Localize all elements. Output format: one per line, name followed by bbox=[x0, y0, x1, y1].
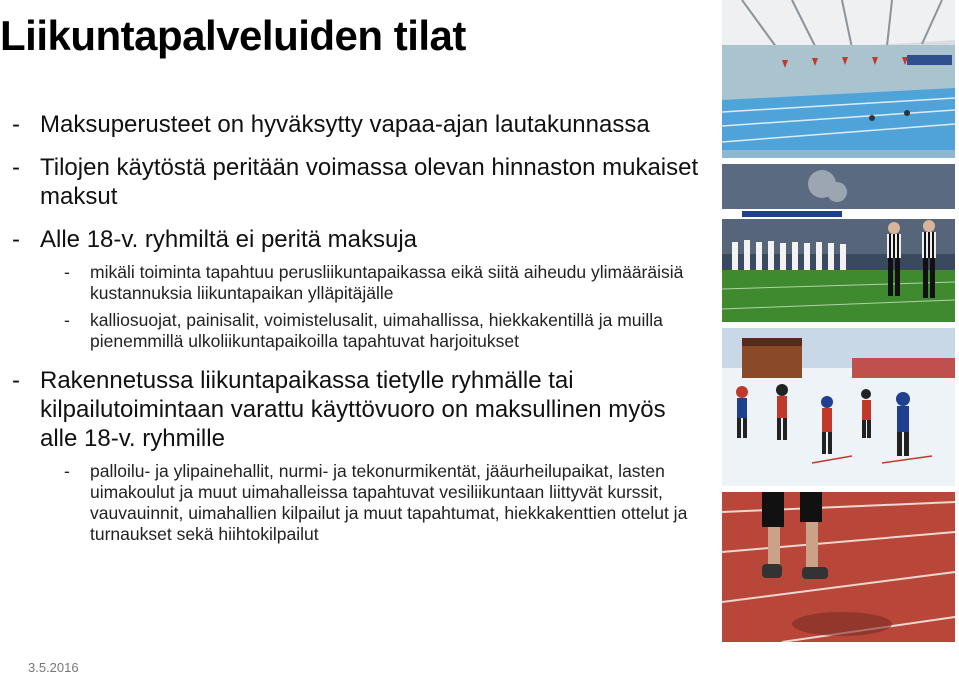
slide-date: 3.5.2016 bbox=[28, 660, 79, 675]
sub-bullet-item: - kalliosuojat, painisalit, voimistelusalit, uimahallissa, hiekkakentillä ja muilla pienemmillä ulkoliikuntapaikoilla tapahtuvat harjoitukset bbox=[12, 310, 702, 352]
bullet-list bbox=[12, 110, 702, 551]
sub-bullet-item: - palloilu- ja ylipainehallit, nurmi- ja tekonurmikentät, jääurheilupaikat, lasten uimakoulut ja muut uimahalleissa tapahtuvat vesiliikuntaan liittyvät kurssit, vauvauinnit, uimahallien kilpailut ja muut tapahtumat, hiekkakenttien ottelut ja turnaukset sekä hiihtokilpailut bbox=[12, 461, 702, 545]
bullet-item: - Maksuperusteet on hyväksytty vapaa-ajan lautakunnassa bbox=[12, 110, 702, 139]
skiing-photo bbox=[722, 328, 955, 486]
bullet-item: - Rakennetussa liikuntapaikassa tietylle ryhmälle tai kilpailutoimintaan varattu käyttövuoro on maksullinen myös alle 18-v. ryhmille bbox=[12, 366, 702, 453]
bullet-item: - Alle 18-v. ryhmiltä ei peritä maksuja bbox=[12, 225, 702, 254]
slide-title: Liikuntapalveluiden tilat bbox=[0, 12, 466, 59]
swimming-hall-photo bbox=[722, 0, 955, 158]
sub-bullet-item: - mikäli toiminta tapahtuu perusliikuntapaikassa eikä siitä aiheudu ylimääräisiä kustannuksia liikuntapaikan ylläpitäjälle bbox=[12, 262, 702, 304]
running-track-photo bbox=[722, 492, 955, 642]
photo-column bbox=[722, 0, 955, 648]
football-stadium-photo bbox=[722, 164, 955, 322]
bullet-item: - Tilojen käytöstä peritään voimassa olevan hinnaston mukaiset maksut bbox=[12, 153, 702, 211]
